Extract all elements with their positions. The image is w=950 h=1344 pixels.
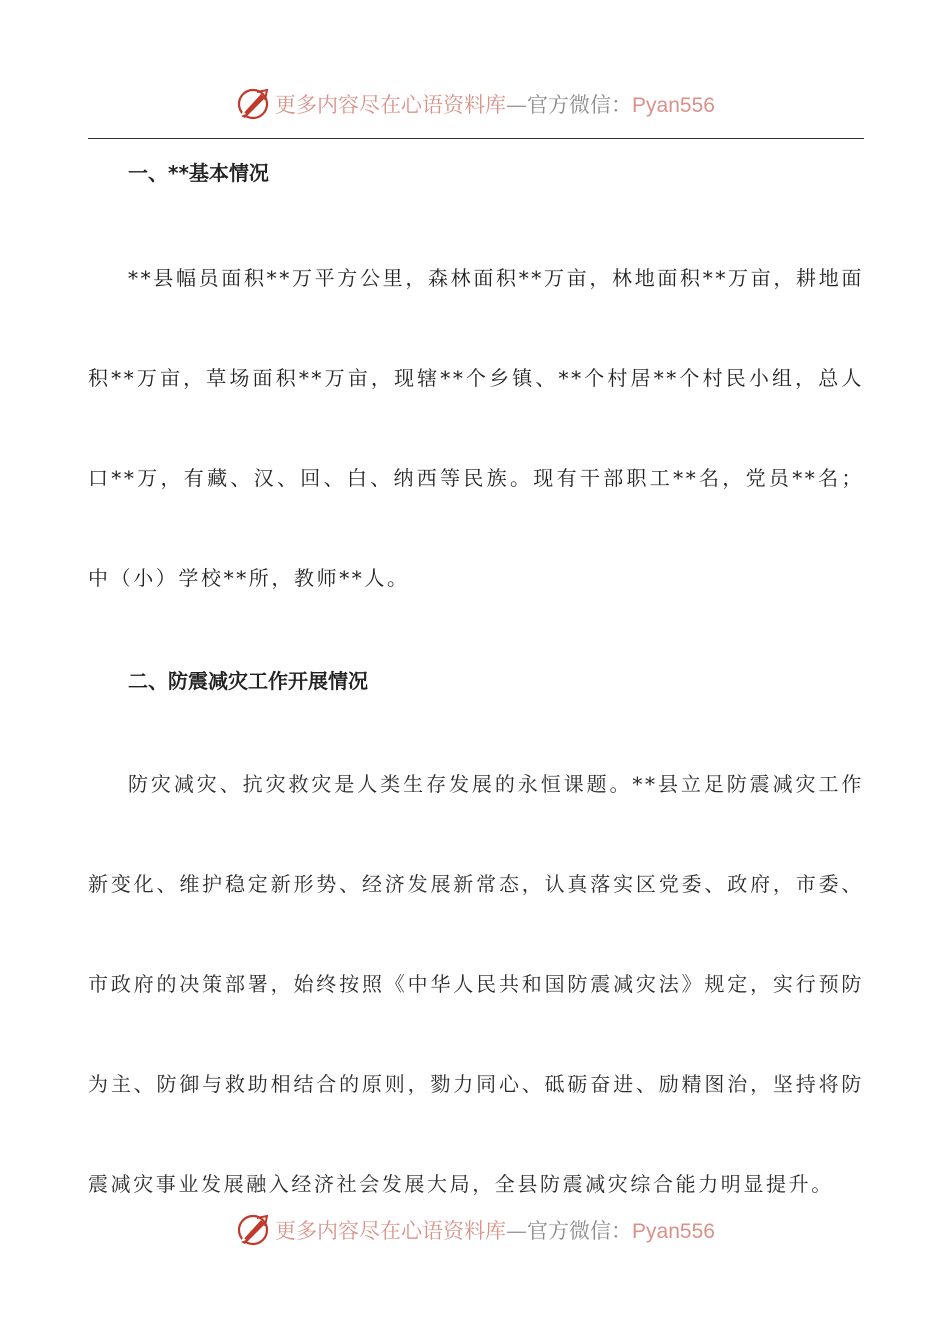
section2-heading: 二、防震减灾工作开展情况 [128,669,368,693]
document-body [88,148,864,1234]
header-banner-text: 更多内容尽在心语资料库—官方微信：Pyan556 [275,93,715,117]
header-divider [88,138,864,139]
section1-paragraph: **县幅员面积**万平方公里，森林面积**万亩，林地面积**万亩，耕地面积**万亩，草场面积**万亩，现辖**个乡镇、**个村居**个村民小组，总人口**万，有藏、汉、回、白、纳西等民族。现有干部职工**名，党员**名；中（小）学校**所，教师**人。 [88,266,864,590]
header-banner [0,82,950,126]
footer-banner [0,1208,950,1252]
section2-paragraph: 防灾减灾、抗灾救灾是人类生存发展的永恒课题。**县立足防震减灾工作新变化、维护稳定新形势、经济发展新常态，认真落实区党委、政府，市委、市政府的决策部署，始终按照《中华人民共和国防震减灾法》规定，实行预防为主、防御与救助相结合的原则，勠力同心、砥砺奋进、励精图治，坚持将防震减灾事业发展融入经济社会发展大局，全县防震减灾综合能力明显提升。 [88,772,864,1196]
section1-heading: 一、**基本情况 [128,161,269,185]
pen-logo-icon [235,86,271,122]
footer-banner-text: 更多内容尽在心语资料库—官方微信：Pyan556 [275,1219,715,1243]
pen-logo-icon [235,1212,271,1248]
